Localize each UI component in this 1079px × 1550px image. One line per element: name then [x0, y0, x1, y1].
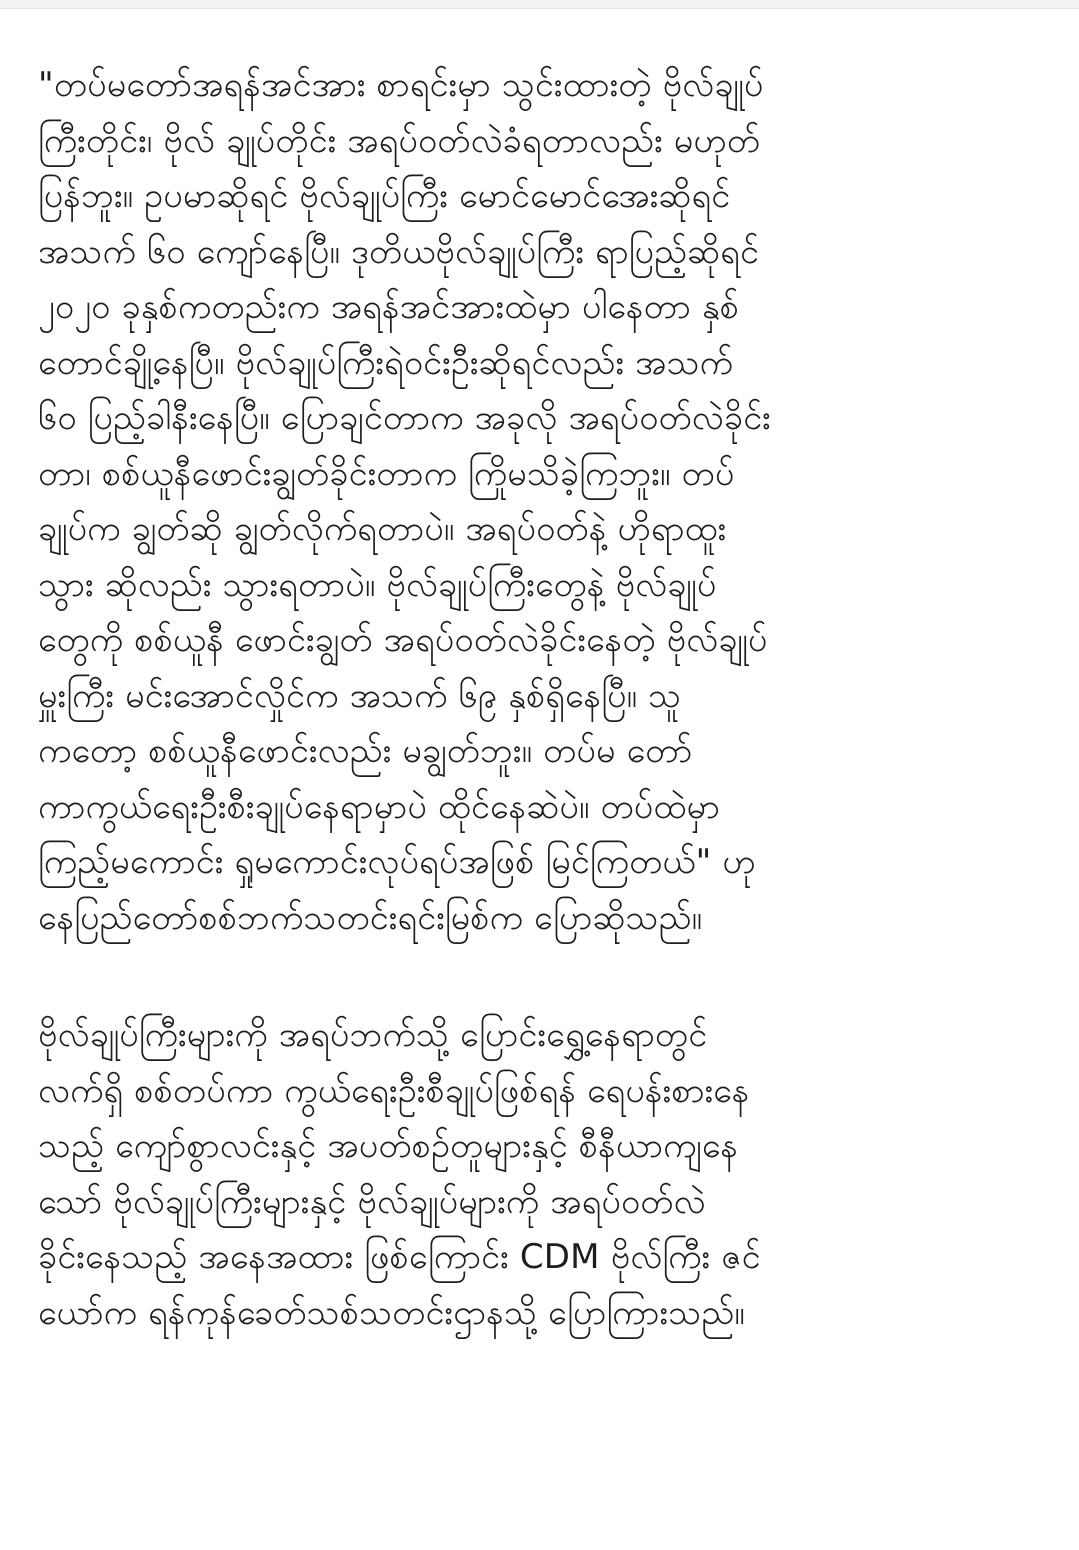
paragraph-line: ကြည့်မကောင်း ရှုမကောင်းလုပ်ရပ်အဖြစ် မြင်ကြတယ်" ဟု	[38, 842, 756, 882]
article-body	[38, 58, 1048, 1341]
paragraph-line: မှူးကြီး မင်းအောင်လှိုင်က အသက် ၆၉ နှစ်ရှိနေပြီ။ သူ	[38, 675, 682, 716]
paragraph-spacer	[38, 946, 1048, 1008]
report-paragraph	[38, 1008, 1048, 1341]
paragraph-line: တွေကို စစ်ယူနီ ဖောင်းချွတ် အရပ်ဝတ်လဲခိုင်းနေတဲ့ ဗိုလ်ချုပ်	[38, 620, 768, 660]
paragraph-line: ကြီးတိုင်း၊ ဗိုလ် ချုပ်တိုင်း အရပ်ဝတ်လဲခံရတာလည်း မဟုတ်	[38, 120, 761, 161]
paragraph-line: ကာကွယ်ရေးဦးစီးချုပ်နေရာမှာပဲ ထိုင်နေဆဲပဲ။ တပ်ထဲမှာ	[38, 786, 721, 827]
paragraph-line: "တပ်မတော်အရန်အင်အား စာရင်းမှာ သွင်းထားတဲ့ ဗိုလ်ချုပ်	[38, 65, 764, 105]
paragraph-line: သော် ဗိုလ်ချုပ်ကြီးများနှင့် ဗိုလ်ချုပ်များကို အရပ်ဝတ်လဲ	[38, 1181, 706, 1222]
paragraph-line: သွား ဆိုလည်း သွားရတာပဲ။ ဗိုလ်ချုပ်ကြီးတွေနဲ့ ဗိုလ်ချုပ်	[38, 564, 717, 605]
paragraph-line: သည့် ကျော်စွာလင်းနှင့် အပတ်စဉ်တူများနှင့် စီနီယာကျနေ	[38, 1126, 739, 1166]
paragraph-line: ယော်က ရန်ကုန်ခေတ်သစ်သတင်းဌာနသို့ ပြောကြားသည်။	[38, 1292, 745, 1333]
quote-paragraph	[38, 58, 1048, 946]
paragraph-line: လက်ရှိ စစ်တပ်ကာ ကွယ်ရေးဦးစီချုပ်ဖြစ်ရန် ရေပန်းစားနေ	[38, 1070, 750, 1111]
paragraph-line: ဗိုလ်ချုပ်ကြီးများကို အရပ်ဘက်သို့ ပြောင်းရွှေ့နေရာတွင်	[38, 1015, 708, 1055]
paragraph-line: တာ၊ စစ်ယူနီဖောင်းချွတ်ခိုင်းတာက ကြိုမသိခဲ့ကြဘူး။ တပ်	[38, 453, 735, 494]
paragraph-line: ၂၀၂၀ ခုနှစ်ကတည်းက အရန်အင်အားထဲမှာ ပါနေတာ နှစ်	[38, 287, 740, 327]
paragraph-line: ခိုင်းနေသည့် အနေအထား ဖြစ်ကြောင်း CDM ဗိုလ်ကြီး ဇင်	[38, 1237, 761, 1277]
paragraph-line: တောင်ချို့နေပြီ။ ဗိုလ်ချုပ်ကြီးရဲဝင်းဦးဆိုရင်လည်း အသက်	[38, 342, 734, 383]
paragraph-line: ကတော့ စစ်ယူနီဖောင်းလည်း မချွတ်ဘူး။ တပ်မ တော်	[38, 731, 693, 771]
paragraph-line: ၆၀ ပြည့်ခါနီးနေပြီ။ ပြောချင်တာက အခုလို အရပ်ဝတ်လဲခိုင်း	[38, 398, 771, 438]
paragraph-line: ချုပ်က ချွတ်ဆို ချွတ်လိုက်ရတာပဲ။ အရပ်ဝတ်နဲ့ ဟိုရာထူး	[38, 509, 727, 549]
top-divider	[0, 0, 1079, 9]
paragraph-line: အသက် ၆၀ ကျော်နေပြီ။ ဒုတိယဗိုလ်ချုပ်ကြီး ရာပြည့်ဆိုရင်	[38, 231, 760, 272]
paragraph-line: နေပြည်တော်စစ်ဘက်သတင်းရင်းမြစ်က ပြောဆိုသည်။	[38, 897, 703, 938]
paragraph-line: ပြန်ဘူး။ ဥပမာဆိုရင် ဗိုလ်ချုပ်ကြီး မောင်မောင်အေးဆိုရင်	[38, 176, 731, 216]
